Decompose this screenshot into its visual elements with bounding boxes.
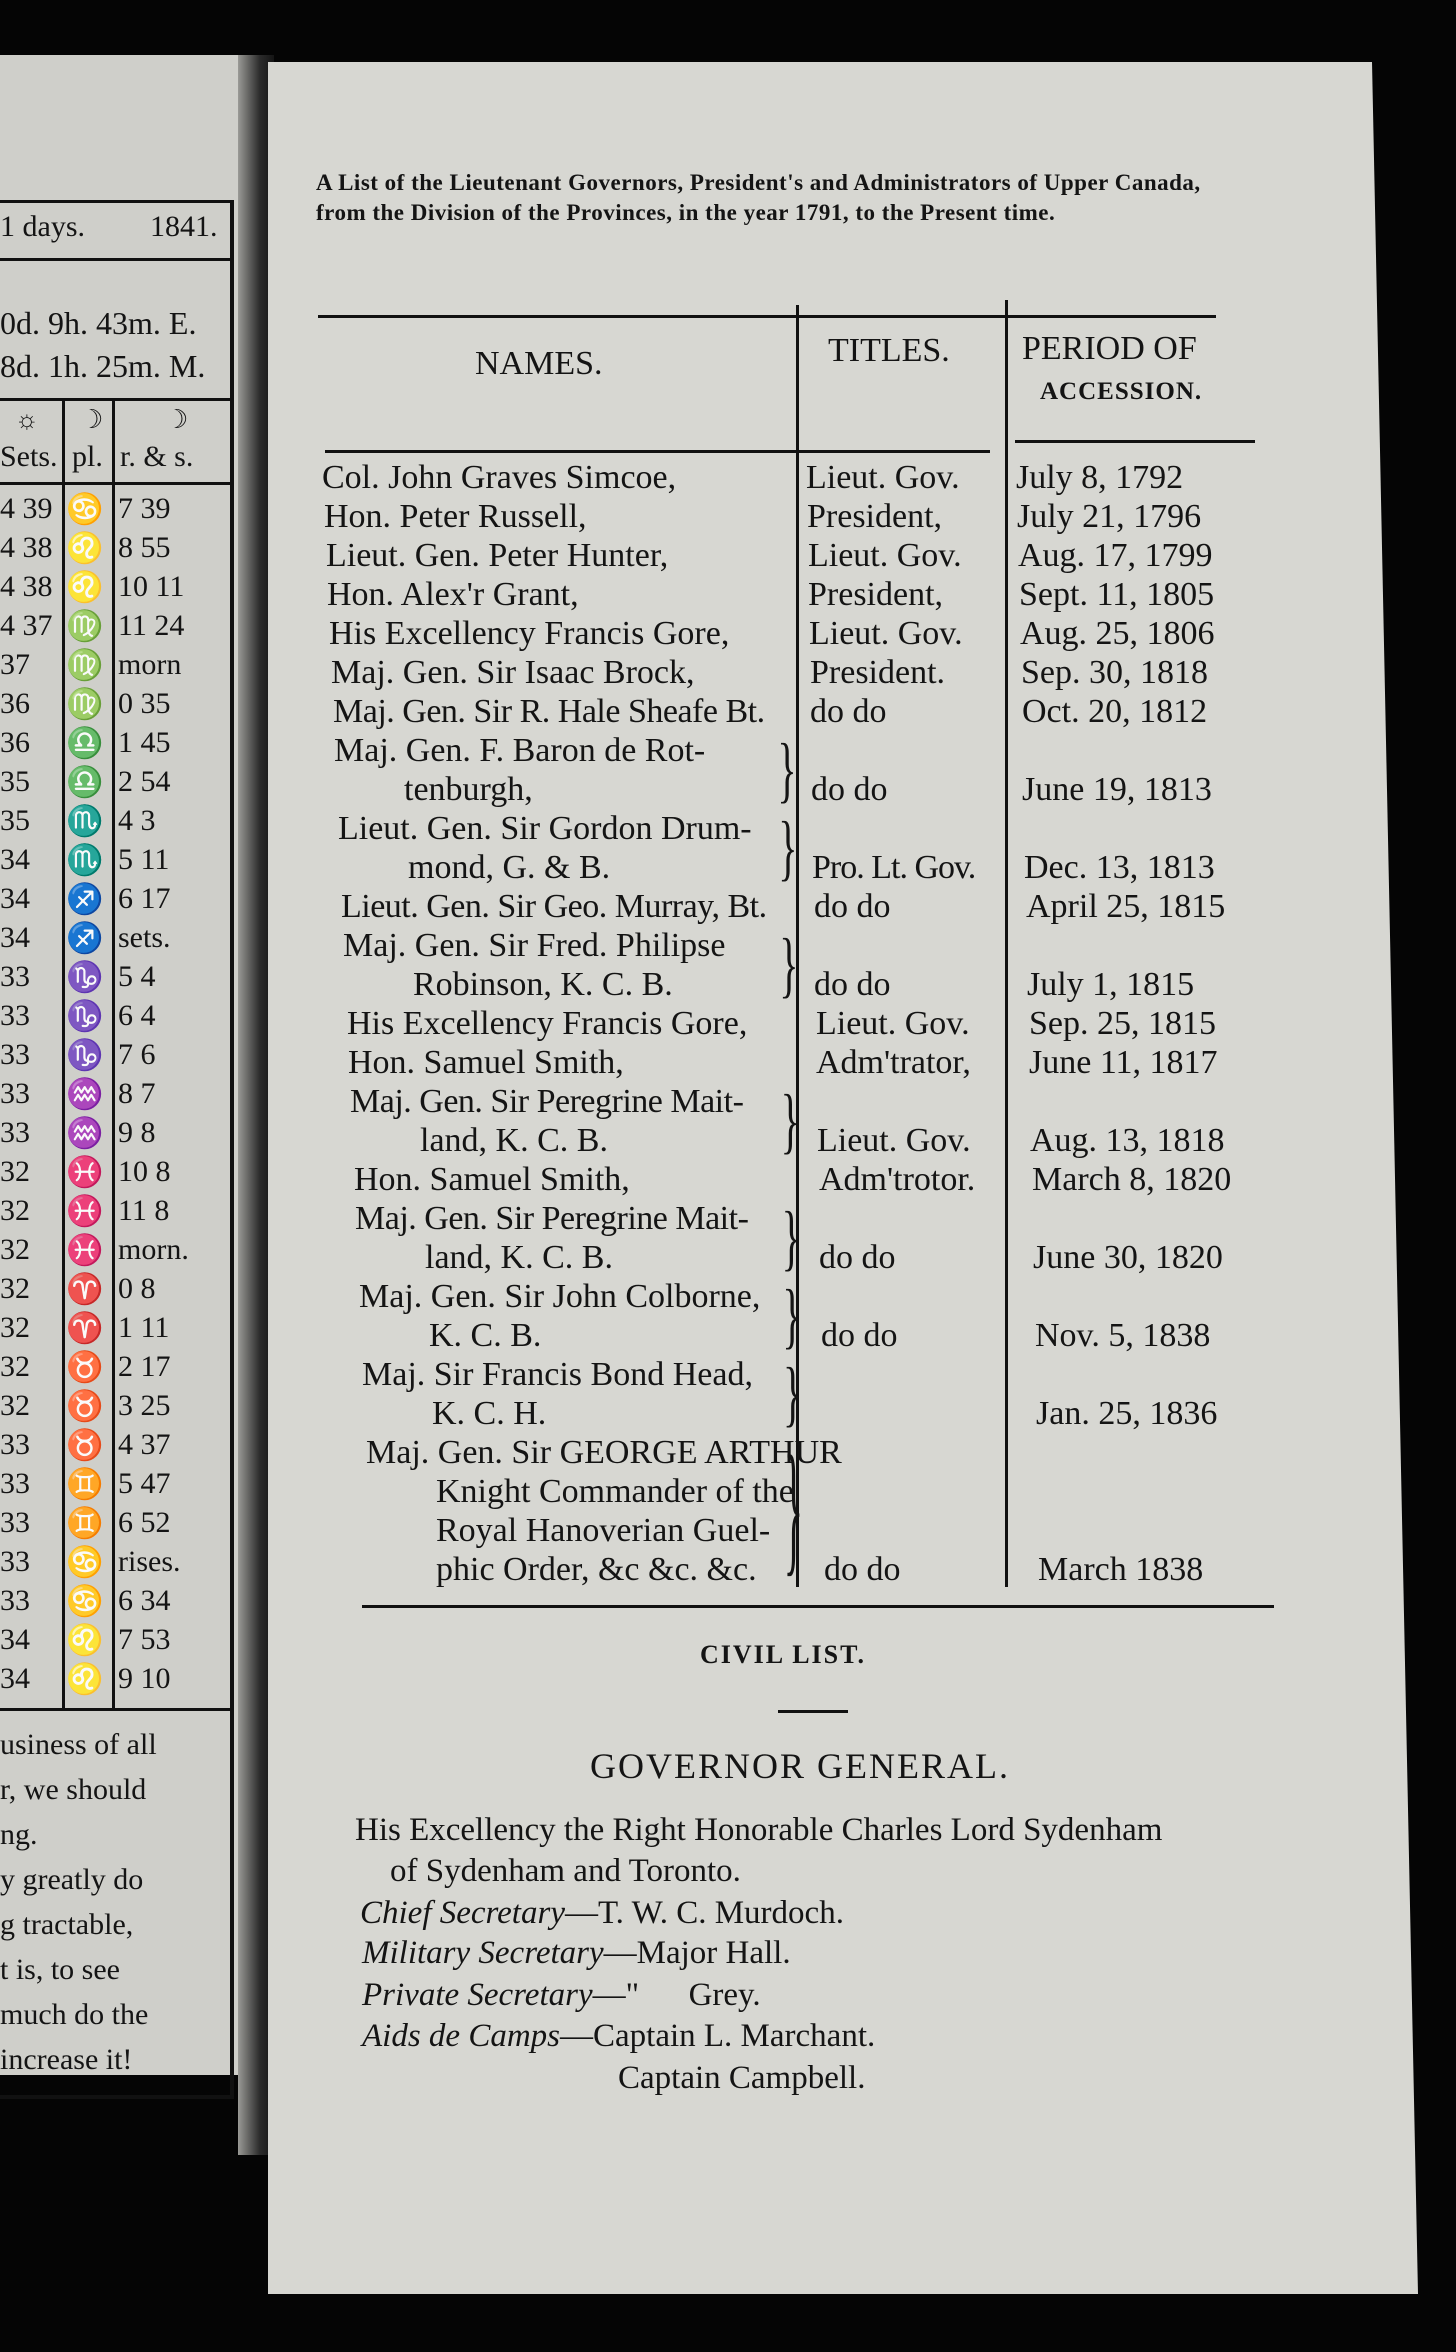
civil-divider — [778, 1710, 848, 1713]
sets-cell: 32 — [0, 1233, 30, 1266]
planet-cell: ♓ — [66, 1156, 104, 1189]
page-heading: A List of the Lieutenant Governors, President's and Administrators of Upper Canada, from the Division of the Provinces, in the year 1791, to the Present time. — [316, 170, 1201, 225]
civil-list-title: CIVIL LIST. — [700, 1640, 867, 1669]
governor-line-2: of Sydenham and Toronto. — [390, 1853, 741, 1889]
entry-name: His Excellency Francis Gore, — [347, 1005, 748, 1042]
rise-set-cell: 6 17 — [118, 882, 171, 915]
rise-set-cell: 6 34 — [118, 1584, 171, 1617]
sets-cell: 33 — [0, 1467, 30, 1500]
brace-glyph: } — [783, 1351, 803, 1435]
rise-set-cell: 0 35 — [118, 687, 171, 720]
sets-cell: 4 38 — [0, 570, 53, 603]
entry-name: Lieut. Gen. Sir Gordon Drum- — [338, 810, 752, 847]
planet-cell: ♍ — [66, 688, 104, 721]
planet-cell: ♌ — [66, 1663, 104, 1696]
entry-date: Dec. 13, 1813 — [1024, 849, 1215, 886]
almanac-text-line: usiness of all — [0, 1728, 157, 1761]
sets-cell: 36 — [0, 687, 30, 720]
sets-cell: 4 39 — [0, 492, 53, 525]
col-sets: Sets. — [0, 440, 58, 473]
names-header: NAMES. — [475, 345, 603, 382]
rise-set-cell: 11 8 — [118, 1194, 170, 1227]
entry-title: do do — [814, 888, 891, 925]
period-header: PERIOD OF — [1022, 330, 1197, 367]
entry-date: June 30, 1820 — [1033, 1239, 1223, 1276]
planet-cell: ♑ — [66, 1000, 104, 1033]
entry-date: April 25, 1815 — [1026, 888, 1226, 925]
entry-name: Lieut. Gen. Sir Geo. Murray, Bt. — [341, 888, 767, 925]
almanac-row — [0, 1389, 230, 1427]
entry-name: Maj. Sir Francis Bond Head, — [362, 1356, 753, 1393]
sets-cell: 32 — [0, 1350, 30, 1383]
brace-glyph: } — [780, 1078, 800, 1162]
brace-glyph: } — [778, 805, 798, 889]
aids-label: Aids de Camps — [362, 2018, 560, 2054]
planet-cell: ♓ — [66, 1234, 104, 1267]
almanac-row — [0, 1194, 230, 1232]
rise-set-cell: 0 8 — [118, 1272, 156, 1305]
almanac-row — [0, 921, 230, 959]
entry-title: do do — [814, 966, 891, 1003]
almanac-row — [0, 1233, 230, 1271]
almanac-row — [0, 1155, 230, 1193]
almanac-row — [0, 882, 230, 920]
entry-title: Adm'trator, — [816, 1044, 971, 1081]
rise-set-cell: 5 11 — [118, 843, 170, 876]
almanac-text-line: g tractable, — [0, 1908, 134, 1941]
entry-date: Sept. 11, 1805 — [1019, 576, 1215, 613]
sets-cell: 4 37 — [0, 609, 53, 642]
almanac-row — [0, 1584, 230, 1622]
entry-name: Royal Hanoverian Guel- — [436, 1512, 771, 1549]
sets-cell: 32 — [0, 1194, 30, 1227]
sets-cell: 33 — [0, 1038, 30, 1071]
entry-date: Oct. 20, 1812 — [1022, 693, 1208, 730]
entry-name: Lieut. Gen. Peter Hunter, — [326, 537, 669, 574]
sets-cell: 34 — [0, 1623, 30, 1656]
entry-name: phic Order, &c &c. &c. — [436, 1551, 757, 1588]
sets-cell: 34 — [0, 843, 30, 876]
sets-cell: 33 — [0, 999, 30, 1032]
aids-de-camps — [362, 2018, 875, 2055]
rise-set-cell: 5 47 — [118, 1467, 171, 1500]
military-secretary — [362, 1935, 791, 1972]
chief-secretary — [360, 1895, 844, 1932]
planet-cell: ♎ — [66, 766, 104, 799]
planet-cell: ♋ — [66, 1585, 104, 1618]
entry-name: Maj. Gen. Sir Peregrine Mait- — [350, 1083, 744, 1120]
entry-date: Jan. 25, 1836 — [1036, 1395, 1218, 1432]
chief-secretary-label: Chief Secretary — [360, 1895, 565, 1931]
rise-set-cell: 9 10 — [118, 1662, 171, 1695]
private-secretary-value: —" Grey. — [592, 1977, 761, 2013]
almanac-text-line: r, we should — [0, 1773, 147, 1806]
col-pl: pl. — [72, 440, 103, 473]
almanac-line-1: 0d. 9h. 43m. E. — [0, 305, 197, 341]
sets-cell: 33 — [0, 1545, 30, 1578]
sets-cell: 4 38 — [0, 531, 53, 564]
almanac-row — [0, 999, 230, 1037]
rise-set-cell: 10 8 — [118, 1155, 171, 1188]
almanac-row — [0, 1662, 230, 1700]
rise-set-cell: 4 37 — [118, 1428, 171, 1461]
entry-name: Robinson, K. C. B. — [413, 966, 673, 1003]
rise-set-cell: 2 54 — [118, 765, 171, 798]
almanac-row — [0, 1272, 230, 1310]
sets-cell: 36 — [0, 726, 30, 759]
almanac-row — [0, 1467, 230, 1505]
sets-cell: 32 — [0, 1272, 30, 1305]
entry-name: K. C. B. — [429, 1317, 542, 1354]
entry-name: tenburgh, — [404, 771, 533, 808]
header-bottom-rule — [325, 450, 990, 453]
planet-cell: ♉ — [66, 1351, 104, 1384]
almanac-row — [0, 531, 230, 569]
planet-cell: ♈ — [66, 1312, 104, 1345]
rise-set-cell: 8 7 — [118, 1077, 156, 1110]
entry-name: mond, G. & B. — [408, 849, 611, 886]
almanac-text-line: ng. — [0, 1818, 38, 1851]
almanac-row — [0, 609, 230, 647]
entry-name: K. C. H. — [432, 1395, 547, 1432]
almanac-days: 1 days. — [0, 210, 85, 243]
aids-value-2: Captain Campbell. — [618, 2060, 866, 2096]
rise-set-cell: 8 55 — [118, 531, 171, 564]
private-secretary — [362, 1977, 761, 2014]
entry-title: Lieut. Gov. — [806, 459, 960, 496]
entry-date: July 1, 1815 — [1027, 966, 1195, 1003]
planet-cell: ♋ — [66, 493, 104, 526]
brace-glyph: } — [777, 727, 797, 811]
moon-icon-2: ☽ — [165, 405, 189, 434]
almanac-table — [0, 200, 234, 2099]
almanac-rule-bottom — [0, 1708, 230, 1711]
almanac-row — [0, 765, 230, 803]
entry-title: Lieut. Gov. — [808, 537, 962, 574]
almanac-row — [0, 570, 230, 608]
sets-cell: 33 — [0, 1116, 30, 1149]
entry-name: Maj. Gen. Sir John Colborne, — [359, 1278, 761, 1315]
table-top-rule — [318, 315, 1216, 318]
planet-cell: ♉ — [66, 1390, 104, 1423]
entry-name: Maj. Gen. Sir Fred. Philipse — [343, 927, 726, 964]
table-bottom-rule — [362, 1605, 1274, 1608]
sets-cell: 37 — [0, 648, 30, 681]
entry-title: Adm'trotor. — [819, 1161, 976, 1198]
rise-set-cell: 9 8 — [118, 1116, 156, 1149]
entry-name: Hon. Alex'r Grant, — [327, 576, 579, 613]
planet-cell: ♑ — [66, 961, 104, 994]
planet-cell: ♋ — [66, 1546, 104, 1579]
brace-glyph: } — [781, 1195, 801, 1279]
planet-cell: ♉ — [66, 1429, 104, 1462]
entry-title: Lieut. Gov. — [816, 1005, 970, 1042]
planet-cell: ♊ — [66, 1507, 104, 1540]
rise-set-cell: 11 24 — [118, 609, 185, 642]
entry-title: do do — [810, 693, 887, 730]
planet-cell: ♈ — [66, 1273, 104, 1306]
sets-cell: 34 — [0, 1662, 30, 1695]
rise-set-cell: morn — [118, 648, 182, 681]
military-secretary-value: —Major Hall. — [603, 1935, 791, 1971]
almanac-rule-4 — [0, 482, 230, 485]
sets-cell: 32 — [0, 1389, 30, 1422]
entry-date: July 21, 1796 — [1017, 498, 1202, 535]
brace-glyph: } — [779, 922, 799, 1006]
entry-title: President, — [808, 576, 944, 613]
planet-cell: ♎ — [66, 727, 104, 760]
almanac-text-line: t is, to see — [0, 1953, 120, 1986]
accession-subheader: ACCESSION. — [1040, 378, 1203, 405]
entry-title: do do — [819, 1239, 896, 1276]
rise-set-cell: 4 3 — [118, 804, 156, 837]
almanac-row — [0, 1077, 230, 1115]
rise-set-cell: 1 45 — [118, 726, 171, 759]
planet-cell: ♊ — [66, 1468, 104, 1501]
col-rs: r. & s. — [120, 440, 194, 473]
entry-name: Hon. Peter Russell, — [324, 498, 587, 535]
entry-title: President. — [810, 654, 946, 691]
entry-title: Lieut. Gov. — [817, 1122, 971, 1159]
planet-cell: ♐ — [66, 922, 104, 955]
entry-date: Aug. 17, 1799 — [1018, 537, 1213, 574]
sets-cell: 32 — [0, 1311, 30, 1344]
military-secretary-label: Military Secretary — [362, 1935, 604, 1971]
entry-date: Sep. 25, 1815 — [1029, 1005, 1216, 1042]
planet-cell: ♏ — [66, 805, 104, 838]
entry-name: His Excellency Francis Gore, — [329, 615, 730, 652]
entry-date: March 1838 — [1038, 1551, 1204, 1588]
sets-cell: 33 — [0, 1506, 30, 1539]
planet-cell: ♍ — [66, 649, 104, 682]
almanac-text-line: y greatly do — [0, 1863, 144, 1896]
header-bottom-rule-right — [1015, 440, 1255, 443]
entry-date: June 19, 1813 — [1022, 771, 1212, 808]
entry-title: President, — [807, 498, 943, 535]
rise-set-cell: 3 25 — [118, 1389, 171, 1422]
entry-name: land, K. C. B. — [425, 1239, 613, 1276]
entry-name: Maj. Gen. Sir Peregrine Mait- — [355, 1200, 749, 1237]
entry-date: June 11, 1817 — [1029, 1044, 1218, 1081]
almanac-rule-2 — [0, 258, 230, 261]
entry-name: land, K. C. B. — [420, 1122, 608, 1159]
entry-name: Hon. Samuel Smith, — [354, 1161, 630, 1198]
entry-name: Col. John Graves Simcoe, — [322, 459, 677, 496]
almanac-top-rule — [0, 200, 230, 203]
entry-title: do do — [824, 1551, 901, 1588]
planet-cell: ♌ — [66, 532, 104, 565]
almanac-row — [0, 1506, 230, 1544]
almanac-row — [0, 1311, 230, 1349]
almanac-row — [0, 726, 230, 764]
entry-title: do do — [821, 1317, 898, 1354]
almanac-text-line: increase it! — [0, 2043, 133, 2076]
sets-cell: 33 — [0, 960, 30, 993]
entry-name: Knight Commander of the — [436, 1473, 794, 1510]
almanac-row — [0, 1623, 230, 1661]
sun-icon: ☼ — [15, 405, 39, 434]
entry-date: Sep. 30, 1818 — [1021, 654, 1208, 691]
sets-cell: 32 — [0, 1155, 30, 1188]
governor-line-1: His Excellency the Right Honorable Charles Lord Sydenham — [355, 1812, 1163, 1848]
private-secretary-label: Private Secretary — [362, 1977, 593, 2013]
entry-date: Nov. 5, 1838 — [1035, 1317, 1211, 1354]
planet-cell: ♒ — [66, 1078, 104, 1111]
sets-cell: 34 — [0, 882, 30, 915]
entry-title: do do — [811, 771, 888, 808]
sets-cell: 35 — [0, 765, 30, 798]
rise-set-cell: morn. — [118, 1233, 189, 1266]
rise-set-cell: 7 6 — [118, 1038, 156, 1071]
entry-date: Aug. 25, 1806 — [1020, 615, 1215, 652]
planet-cell: ♍ — [66, 610, 104, 643]
aids-value-1: —Captain L. Marchant. — [560, 2018, 876, 2054]
planet-cell: ♐ — [66, 883, 104, 916]
almanac-row — [0, 687, 230, 725]
almanac-row — [0, 1116, 230, 1154]
almanac-row — [0, 1038, 230, 1076]
titles-period-rule — [1005, 300, 1008, 1587]
rise-set-cell: sets. — [118, 921, 171, 954]
entry-date: July 8, 1792 — [1016, 459, 1184, 496]
entry-name: Maj. Gen. Sir R. Hale Sheafe Bt. — [333, 693, 765, 730]
rise-set-cell: 7 53 — [118, 1623, 171, 1656]
almanac-row — [0, 960, 230, 998]
planet-cell: ♌ — [66, 571, 104, 604]
entry-title: Lieut. Gov. — [809, 615, 963, 652]
titles-header: TITLES. — [828, 332, 950, 369]
almanac-text-line: much do the — [0, 1998, 149, 2031]
almanac-line-2: 8d. 1h. 25m. M. — [0, 348, 206, 384]
sets-cell: 33 — [0, 1584, 30, 1617]
rise-set-cell: 5 4 — [118, 960, 156, 993]
almanac-row — [0, 1350, 230, 1388]
planet-cell: ♑ — [66, 1039, 104, 1072]
sets-cell: 33 — [0, 1077, 30, 1110]
entry-name: Hon. Samuel Smith, — [348, 1044, 624, 1081]
entry-title: Pro. Lt. Gov. — [812, 849, 976, 886]
rise-set-cell: 6 52 — [118, 1506, 171, 1539]
almanac-row — [0, 492, 230, 530]
entry-name: Maj. Gen. Sir Isaac Brock, — [331, 654, 695, 691]
sets-cell: 33 — [0, 1428, 30, 1461]
rise-set-cell: 10 11 — [118, 570, 185, 603]
sets-cell: 34 — [0, 921, 30, 954]
rise-set-cell: 2 17 — [118, 1350, 171, 1383]
brace-glyph: } — [782, 1273, 802, 1357]
rise-set-cell: 7 39 — [118, 492, 171, 525]
almanac-year: 1841. — [150, 210, 218, 243]
brace-glyph: } — [783, 1423, 803, 1590]
almanac-rule-3 — [0, 398, 230, 401]
almanac-row — [0, 1428, 230, 1466]
moon-icon: ☽ — [80, 405, 104, 434]
rise-set-cell: rises. — [118, 1545, 181, 1578]
entry-name: Maj. Gen. Sir GEORGE ARTHUR — [366, 1434, 842, 1471]
almanac-row — [0, 804, 230, 842]
entry-date: Aug. 13, 1818 — [1030, 1122, 1225, 1159]
rise-set-cell: 6 4 — [118, 999, 156, 1032]
almanac-row — [0, 843, 230, 881]
chief-secretary-value: —T. W. C. Murdoch. — [564, 1895, 844, 1931]
planet-cell: ♓ — [66, 1195, 104, 1228]
almanac-row — [0, 648, 230, 686]
rise-set-cell: 1 11 — [118, 1311, 170, 1344]
entry-date: March 8, 1820 — [1032, 1161, 1232, 1198]
sets-cell: 35 — [0, 804, 30, 837]
entry-name: Maj. Gen. F. Baron de Rot- — [334, 732, 706, 769]
almanac-row — [0, 1545, 230, 1583]
governor-general-title: GOVERNOR GENERAL. — [590, 1746, 1010, 1786]
planet-cell: ♏ — [66, 844, 104, 877]
planet-cell: ♒ — [66, 1117, 104, 1150]
planet-cell: ♌ — [66, 1624, 104, 1657]
